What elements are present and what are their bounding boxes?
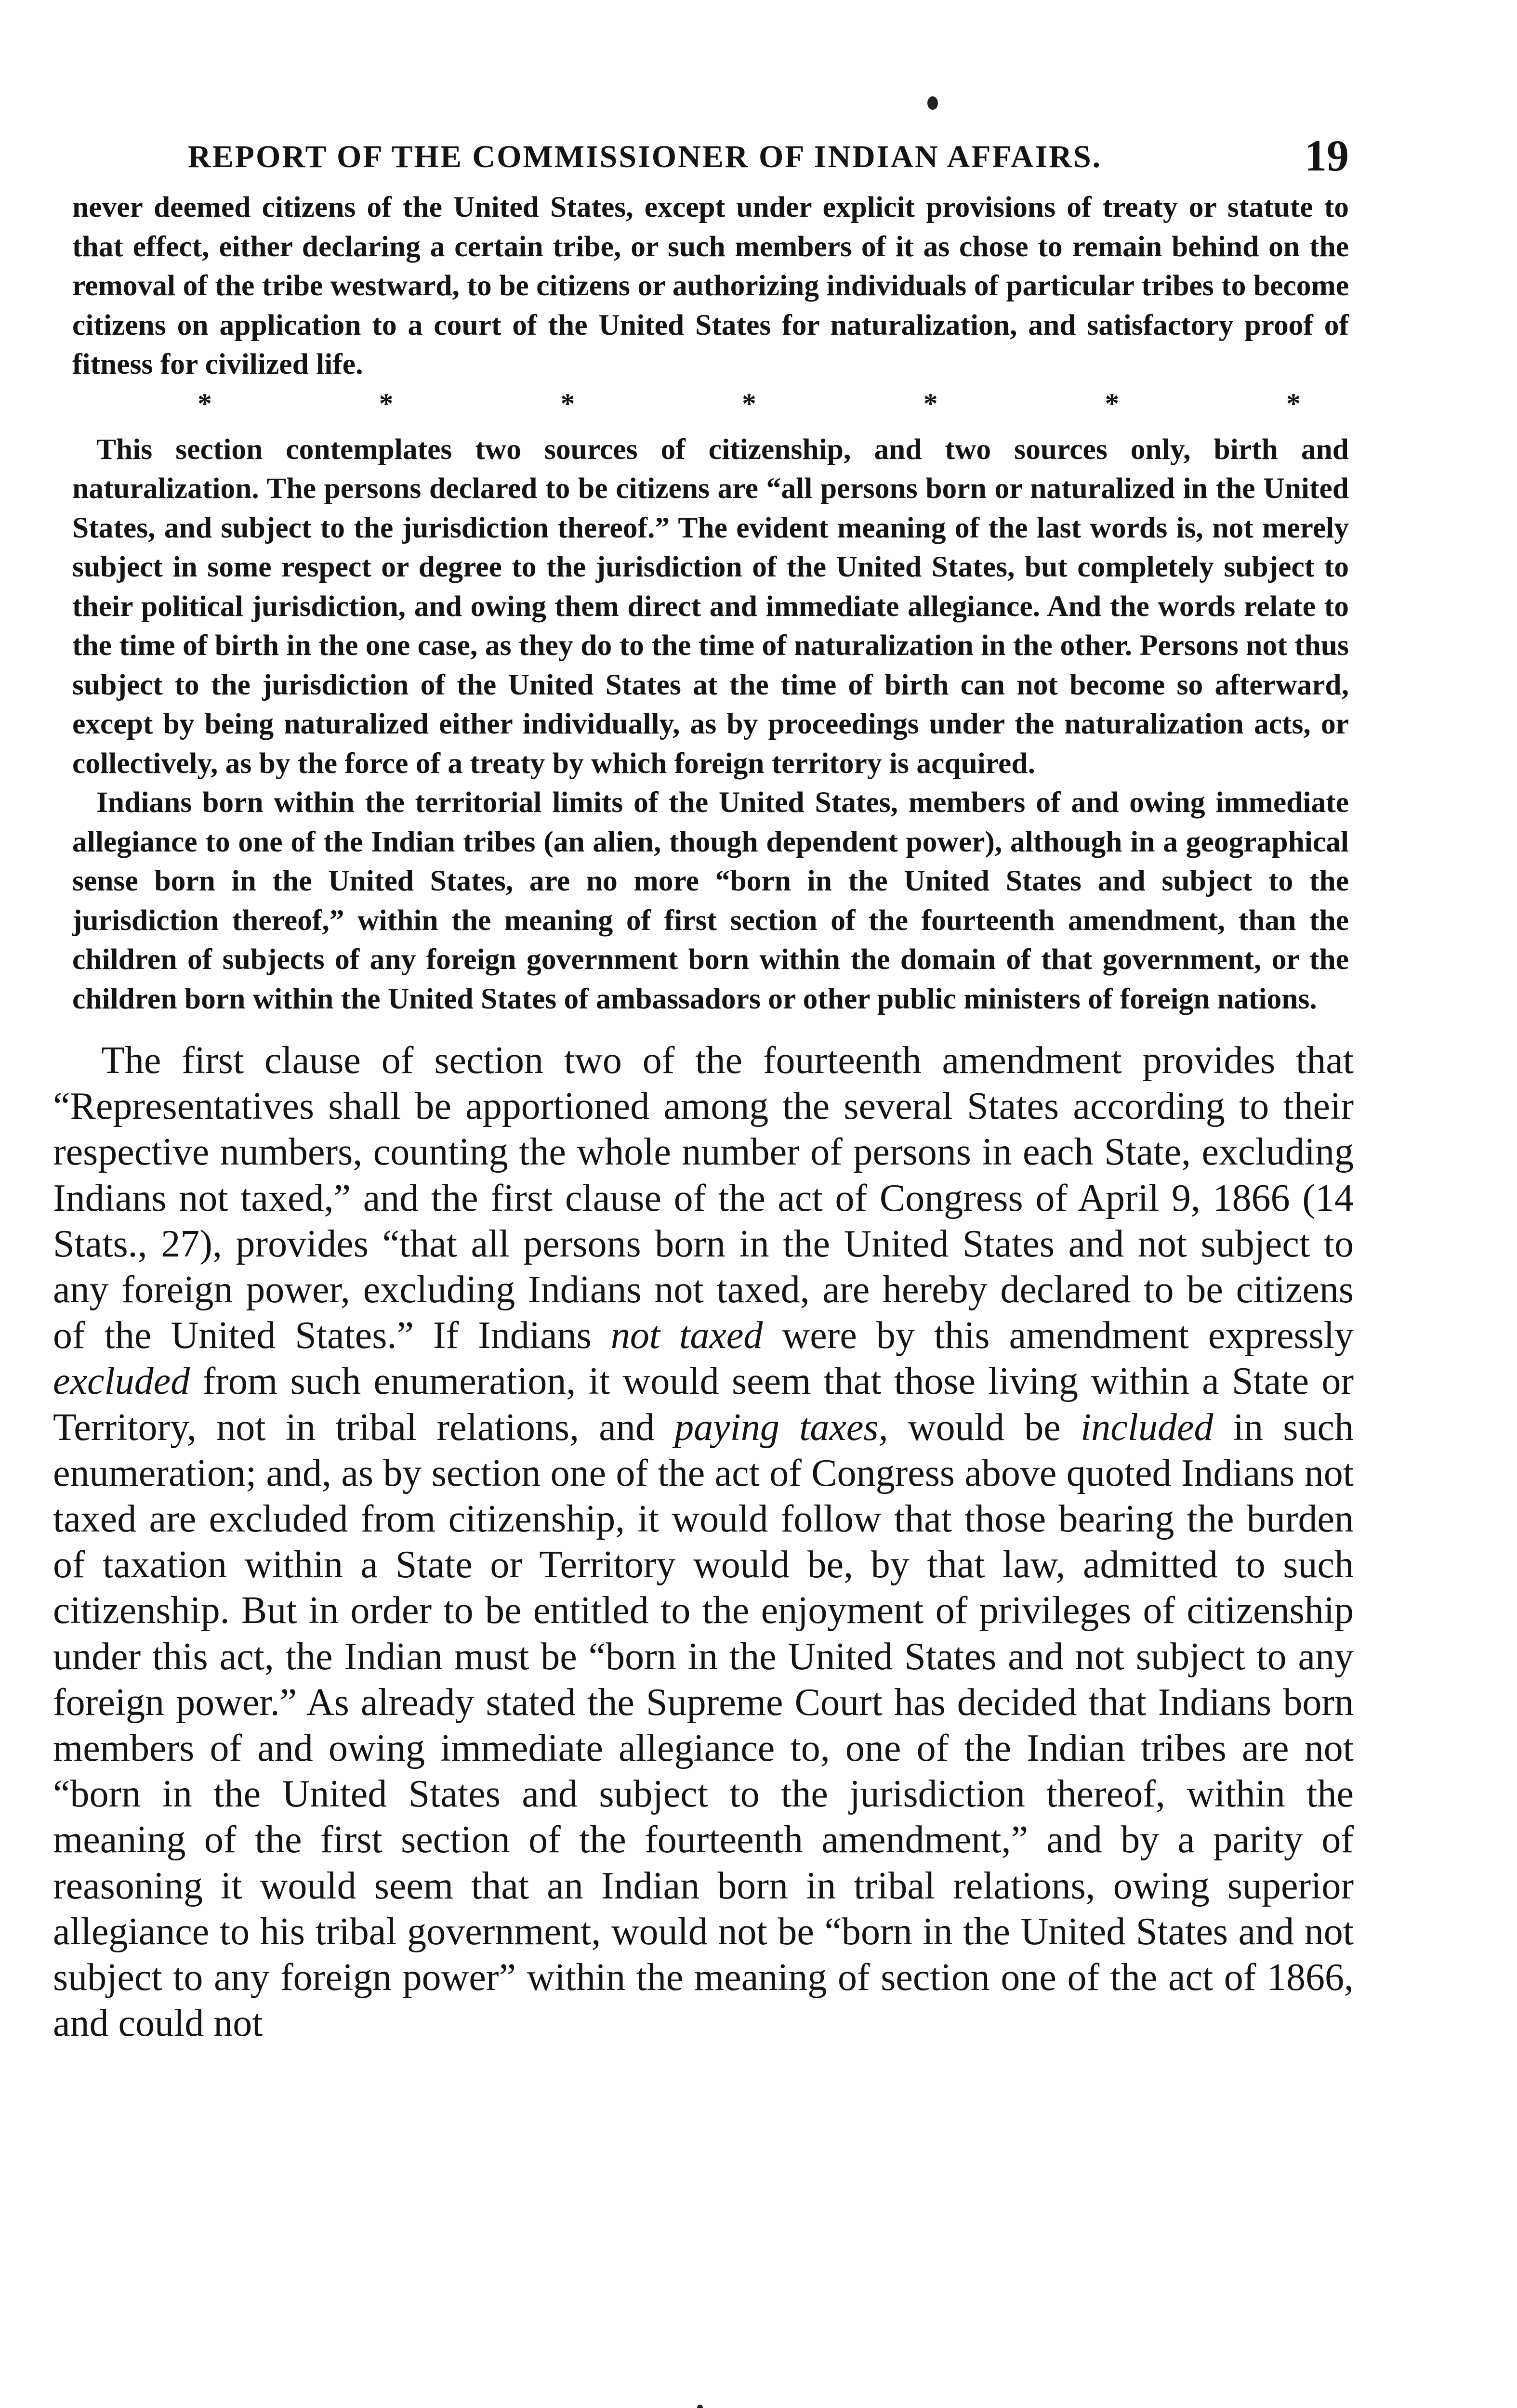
emphasis-not-taxed: not taxed	[610, 1314, 763, 1357]
page-header	[53, 130, 1354, 188]
asterisk: *	[741, 387, 756, 419]
ellipsis-asterisks	[53, 384, 1354, 430]
emphasis-paying-taxes: paying taxes,	[674, 1406, 888, 1449]
body-text-run: The first clause of section two of the fourteenth amendment provides that “Representatives shall be apportioned among the several States according to their respective numbers, counting the whole number of persons in each State, excluding Indians not taxed,” and the first clause of the act of Congress of April 9, 1866 (14 Stats., 27), provides “that all persons born in the United States and not subject to any foreign power, excluding Indians not taxed, are hereby declared to be citizens of the United States.” If Indians	[53, 1039, 1354, 1357]
body-text-run: would be	[908, 1406, 1061, 1449]
quoted-excerpt	[53, 188, 1354, 1019]
body-text-run: were by this amendment expressly	[782, 1314, 1354, 1357]
scan-speck	[927, 96, 938, 110]
document-page	[53, 130, 1354, 2046]
asterisk: *	[923, 387, 938, 419]
quoted-paragraph-2: This section contemplates two sources of citizenship, and two sources only, birth and naturalization. The persons declared to be citizens are “all persons born or naturalized in the United States, and subject to the jurisdiction thereof.” The evident meaning of the last words is, not merely subject in some respect or degree to the jurisdiction of the United States, but completely subject to their political jurisdiction, and owing them direct and immediate allegiance. And the words relate to the time of birth in the one case, as they do to the time of naturalization in the other. Persons not thus subject to the jurisdiction of the United States at the time of birth can not become so afterward, except by being naturalized either individually, as by proceedings under the naturalization acts, or collectively, as by the force of a treaty by which foreign territory is acquired.	[72, 432, 1349, 780]
asterisk: *	[1286, 387, 1301, 419]
quoted-paragraph-3: Indians born within the territorial limits of the United States, members of and owing immediate allegiance to one of the Indian tribes (an alien, though dependent power), although in a geographical sense born in the United States, are no more “born in the United States and subject to the jurisdiction thereof,” within the meaning of first section of the fourteenth amendment, than the children of subjects of any foreign government born within the domain of that government, or the children born within the United States of ambassadors or other public ministers of foreign nations.	[72, 786, 1349, 1015]
asterisk: *	[1105, 387, 1120, 419]
asterisk: *	[198, 387, 212, 419]
body-text-run: in such enumeration; and, as by section one of the act of Congress above quoted Indians not taxed are excluded from citizenship, it would follow that those bearing the burden of taxation within a State or Territory would be, by that law, admitted to such citizenship. But in order to be entitled to the enjoyment of privileges of citizenship under this act, the Indian must be “born in the United States and not subject to any foreign power.” As already stated the Supreme Court has decided that Indians born members of and owing immediate allegiance to, one of the Indian tribes are not “born in the United States and subject to the jurisdiction thereof, within the meaning of the first section of the fourteenth amendment,” and by a parity of reasoning it would seem that an Indian born in tribal relations, owing superior allegiance to his tribal government, would not be “born in the United States and not subject to any foreign power” within the meaning of section one of the act of 1866, and could not	[53, 1406, 1354, 2045]
quoted-paragraph-1: never deemed citizens of the United States, except under explicit provisions of treaty or statute to that effect, either declaring a certain tribe, or such members of it as chose to remain behind on the removal of the tribe westward, to be citizens or authorizing individuals of particular tribes to become citizens on application to a court of the United States for naturalization, and satisfactory proof of fitness for civilized life.	[72, 191, 1349, 380]
emphasis-included: included	[1081, 1406, 1214, 1449]
asterisk: *	[379, 387, 394, 419]
page-number: 19	[1305, 131, 1349, 180]
running-head: REPORT OF THE COMMISSIONER OF INDIAN AFFAIRS.	[188, 139, 1102, 174]
scan-speck	[697, 2405, 703, 2408]
emphasis-excluded: excluded	[53, 1360, 190, 1403]
body-paragraph	[53, 1038, 1354, 2046]
body-text-run: from such enumeration, it would seem that those living within a State or Territory, not in tribal relations, and	[53, 1360, 1354, 1449]
asterisk: *	[560, 387, 575, 419]
